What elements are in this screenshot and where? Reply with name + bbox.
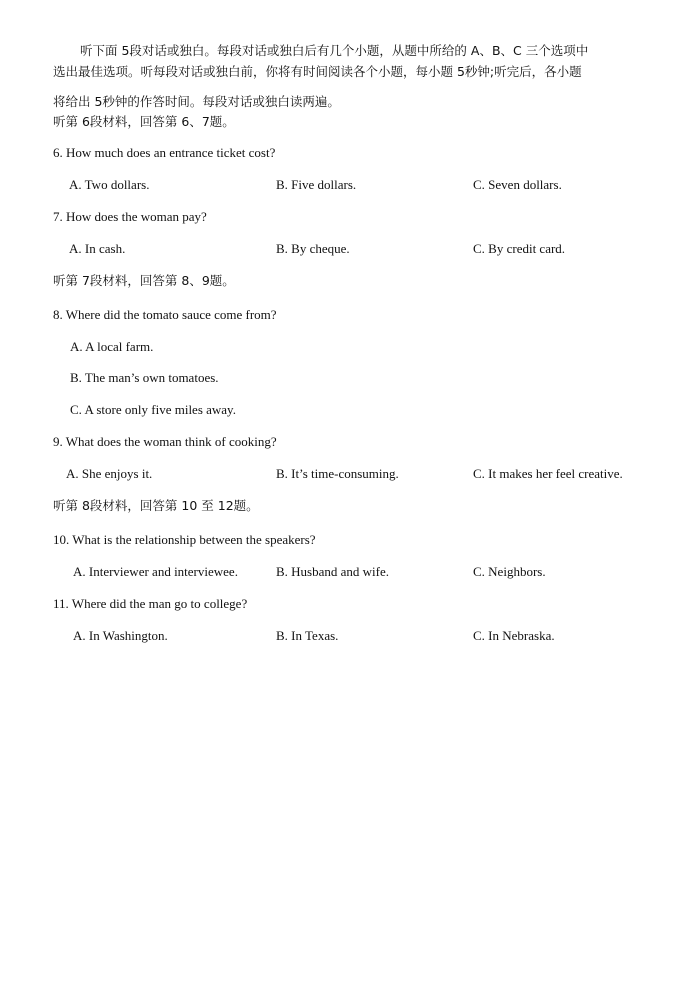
- question-text: What does the woman think of cooking?: [65, 434, 277, 449]
- question-6: [53, 144, 275, 162]
- question-text: How does the woman pay?: [66, 209, 207, 224]
- section-heading-6: 听第 6段材料，回答第 6、7题。: [53, 114, 235, 129]
- question-text: What is the relationship between the speakers?: [72, 532, 316, 547]
- q8-option-a: A. A local farm.: [70, 339, 154, 354]
- question-number: 10.: [53, 532, 70, 547]
- q9-option-a: A. She enjoys it.: [66, 466, 153, 481]
- question-11: [53, 595, 247, 613]
- q11-option-a: A. In Washington.: [73, 628, 168, 643]
- instructions-line-1: 听下面 5段对话或独白。每段对话或独白后有几个小题，从题中所给的 A、B、C 三个选项中: [80, 43, 589, 58]
- question-10: [53, 531, 316, 549]
- instructions-line-3: 将给出 5秒钟的作答时间。每段对话或独白读两遍。: [53, 94, 340, 109]
- q10-option-b: B. Husband and wife.: [276, 564, 390, 579]
- question-number: 11.: [53, 596, 69, 611]
- section-heading-8: 听第 8段材料，回答第 10 至 12题。: [53, 498, 259, 513]
- q9-option-c: C. It makes her feel creative.: [473, 466, 623, 481]
- question-7: [53, 208, 207, 226]
- q8-option-c: C. A store only five miles away.: [70, 402, 236, 417]
- q9-option-b: B. It’s time-consuming.: [276, 466, 399, 481]
- q7-option-b: B. By cheque.: [276, 241, 350, 256]
- question-number: 6.: [53, 145, 63, 160]
- question-number: 8.: [53, 307, 63, 322]
- q6-option-b: B. Five dollars.: [276, 177, 357, 192]
- q11-option-c: C. In Nebraska.: [473, 628, 555, 643]
- q6-option-c: C. Seven dollars.: [473, 177, 562, 192]
- question-text: Where did the tomato sauce come from?: [65, 307, 277, 322]
- q6-option-a: A. Two dollars.: [69, 177, 150, 192]
- question-number: 9.: [53, 434, 63, 449]
- question-number: 7.: [53, 209, 63, 224]
- q10-option-c: C. Neighbors.: [473, 564, 546, 579]
- q11-option-b: B. In Texas.: [276, 628, 339, 643]
- q8-option-b: B. The man’s own tomatoes.: [70, 370, 219, 385]
- instructions-line-2: 选出最佳选项。听每段对话或独白前，你将有时间阅读各个小题，每小题 5秒钟;听完后，各小题: [53, 64, 582, 79]
- question-text: Where did the man go to college?: [71, 596, 248, 611]
- q7-option-a: A. In cash.: [69, 241, 126, 256]
- question-text: How much does an entrance ticket cost?: [66, 145, 276, 160]
- q10-option-a: A. Interviewer and interviewee.: [73, 564, 238, 579]
- question-8: [53, 306, 277, 324]
- question-9: [53, 433, 277, 451]
- section-heading-7: 听第 7段材料，回答第 8、9题。: [53, 273, 235, 288]
- q7-option-c: C. By credit card.: [473, 241, 566, 256]
